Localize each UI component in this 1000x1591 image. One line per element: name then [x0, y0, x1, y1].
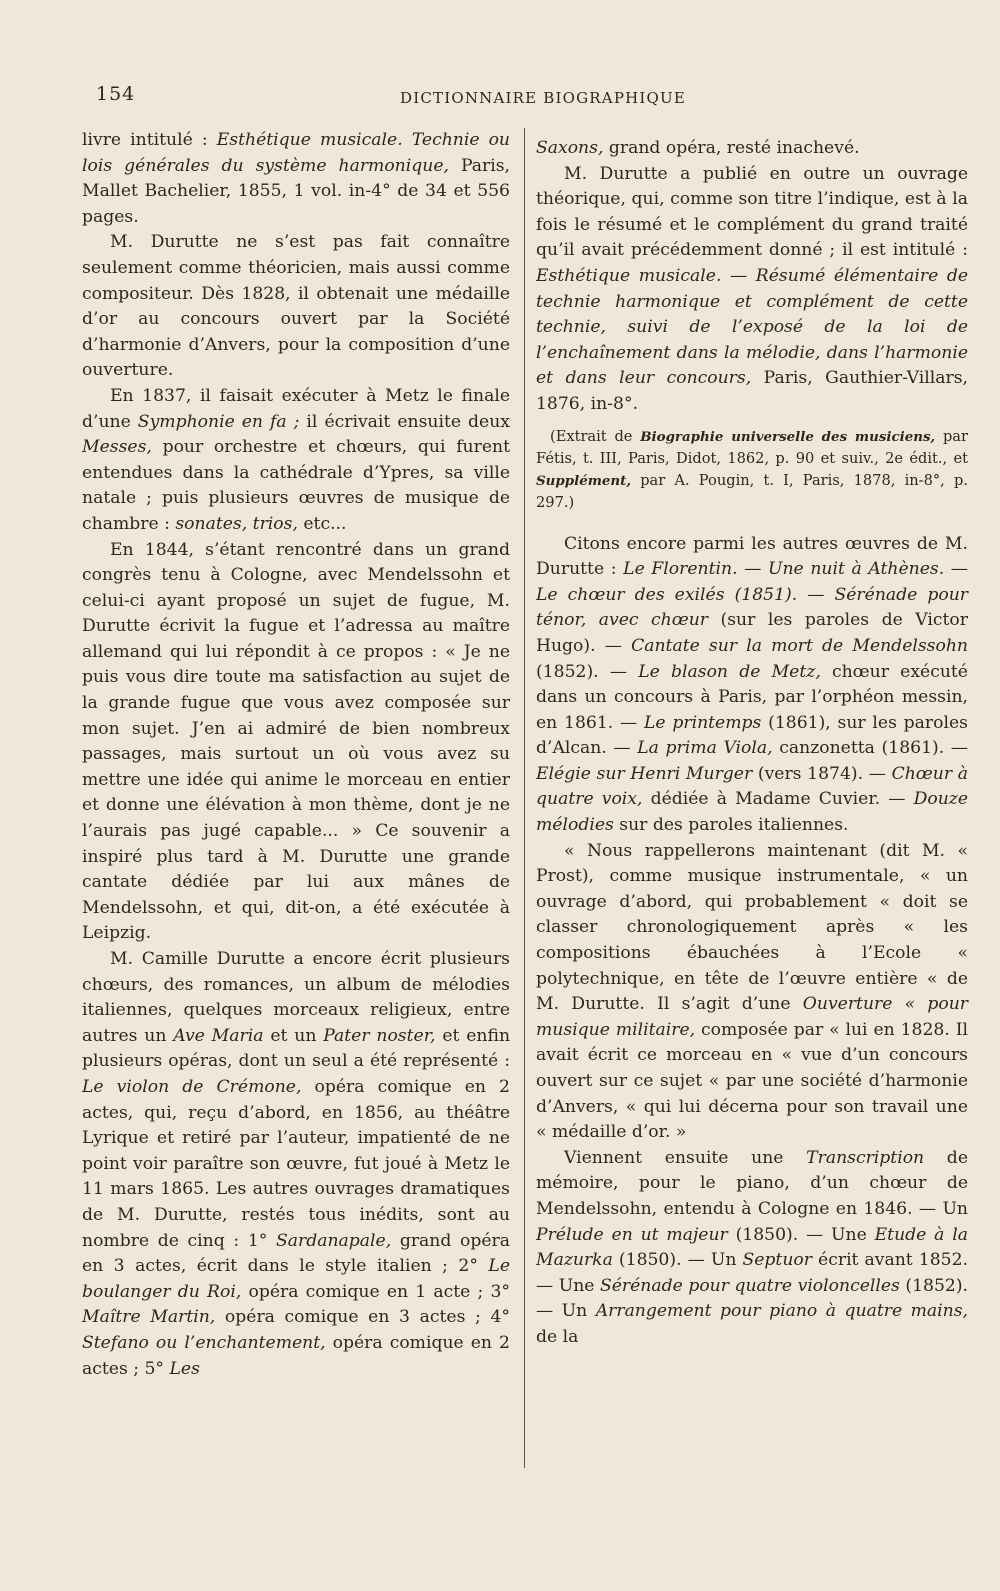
text-run: (1850). — Un [612, 1250, 743, 1271]
text-run: Paris, Gauthier-Villars, 1876, in-8°. [536, 368, 968, 414]
text-run: livre intitulé : [82, 130, 217, 150]
text-run: « Nous rappellerons maintenant (dit M. « Prost), comme musique instrumentale, « un ouvrage d’abord, qui probablement « doit se classer chronologiquement après « les compositions ébauchées à l’Ecole « polytechnique, en tête de l’œuvre entière « de M. Durutte. Il s’agit d’une [536, 840, 968, 1015]
text-run: opéra comique en 2 actes ; 5° [82, 1332, 510, 1379]
text-run: Paris, Mallet Bachelier, 1855, 1 vol. in-4° de 34 et 556 pages. [82, 155, 511, 227]
paragraph [536, 839, 968, 1146]
italic-text: Transcription [806, 1147, 925, 1168]
text-run: et enfin plusieurs opéras, dont un seul a été représenté : [82, 1025, 511, 1072]
italic-text: Elégie sur Henri Murger [536, 763, 753, 784]
text-run: En 1844, s’étant rencontré dans un grand congrès tenu à Cologne, avec Mendelssohn et celui-ci ayant proposé un sujet de fugue, M. Durutte écrivit la fugue et l’adressa au maître allemand qui lui répondit à ce propos : « Je ne puis vous dire toute ma satisfaction au sujet de la grande fugue que vous avez composée sur mon sujet. J’en ai admiré de bien nombreux passages, mais surtout un où vous avez su mettre une idée qui anime le morceau en entier et donne une élévation à mon thème, dont je ne l’aurais pas jugé capable... » Ce souvenir a inspiré plus tard à M. Durutte une grande cantate dédiée par lui aux mânes de Mendelssohn, et qui, dit-on, a été exécutée à Leipzig. [82, 539, 510, 944]
italic-text: Biographie universelle des musiciens, [640, 428, 936, 445]
text-run: de la [536, 1326, 579, 1347]
italic-text: Sardanapale, [276, 1230, 392, 1251]
text-run: (vers 1874). — [752, 763, 892, 784]
italic-text: Sérénade pour ténor, avec chœur [536, 584, 968, 631]
italic-text: Résumé élémentaire de technie harmonique et complément de cette technie, suivi de l’exposé de la loi de l’enchaînement dans la mélodie, dans l’harmonie et dans leur concours, [536, 265, 968, 389]
running-title: DICTIONNAIRE BIOGRAPHIQUE [400, 89, 687, 107]
text-run: M. Camille Durutte a encore écrit plusieurs chœurs, des romances, un album de mélodies italiennes, quelques morceaux religieux, entre autres un [82, 949, 510, 1046]
text-run: opéra comique en 3 actes ; 4° [215, 1307, 510, 1328]
italic-text: Douze mélodies [536, 789, 968, 836]
right-column-bottom [536, 532, 968, 1351]
text-run: et un [263, 1025, 324, 1046]
italic-text: Symphonie en fa ; [137, 411, 300, 432]
text-run: — [721, 265, 756, 286]
text-run: Viennent ensuite une [564, 1147, 807, 1168]
italic-text: Ave Maria [173, 1025, 264, 1046]
italic-text: Septuor [742, 1250, 812, 1271]
italic-text: Supplément, [536, 472, 632, 489]
italic-text: Le violon de Crémone, [82, 1076, 302, 1097]
text-run: (1852). — [536, 661, 639, 682]
paragraph [536, 162, 968, 418]
left-column [82, 128, 510, 1382]
italic-text: Le chœur des exilés (1851). [536, 584, 798, 605]
italic-text: Esthétique musicale. [536, 265, 722, 286]
italic-text: Les [169, 1358, 200, 1379]
paragraph [82, 947, 510, 1382]
italic-text: Maître Martin, [82, 1307, 216, 1328]
paragraph [536, 1146, 968, 1351]
text-run: (Extrait de [550, 427, 641, 445]
text-run: composée par « lui en 1828. Il avait écrit ce morceau en « vue d’un concours ouvert sur ce sujet « par une société d’harmonie d’Anvers, « qui lui décerna pour son travail une « médaille d’or. » [536, 1019, 968, 1143]
text-run: etc... [297, 513, 347, 534]
italic-text: Stefano ou l’enchantement, [82, 1332, 326, 1353]
text-run: pour orchestre et chœurs, qui furent entendues dans la cathédrale d’Ypres, sa ville natale ; puis plusieurs œuvres de musique de chambre : [82, 437, 510, 534]
italic-text: Saxons, [536, 138, 604, 158]
italic-text: La prima Viola, [637, 738, 773, 759]
paragraph [82, 384, 510, 538]
text-run: (sur les paroles de Victor Hugo). — [536, 610, 968, 656]
text-run: Citons encore parmi les autres œuvres de M. Durutte : [536, 533, 968, 580]
text-run: opéra comique en 2 actes, qui, reçu d’abord, en 1856, au théâtre Lyrique et retiré par l’auteur, impatienté de ne point voir paraître son œuvre, fut joué à Metz le 11 mars 1865. Les autres ouvrages dramatiques de M. Durutte, restés tous inédits, sont au nombre de cinq : 1° [82, 1076, 510, 1251]
text-run: — [737, 559, 768, 580]
text-run: grand opéra en 3 actes, écrit dans le style italien ; 2° [82, 1230, 510, 1277]
italic-text: Ouverture « pour musique militaire, [536, 994, 969, 1040]
italic-text: Sérénade pour quatre violoncelles [599, 1275, 900, 1296]
italic-text: Messes, [82, 437, 152, 458]
text-run: il écrivait ensuite deux [299, 411, 510, 432]
text-run: En 1837, il faisait exécuter à Metz le finale d’une [82, 385, 510, 432]
italic-text: Pater noster, [323, 1025, 436, 1046]
italic-text: Etude à la Mazurka [536, 1224, 968, 1271]
text-run: M. Durutte a publié en outre un ouvrage théorique, qui, comme son titre l’indique, est à la fois le résumé et le complément du grand traité qu’il avait précédemment donné ; il est intitulé : [536, 163, 968, 261]
paragraph [82, 128, 510, 230]
italic-text: Le printemps [643, 712, 762, 733]
text-run: écrit avant 1852. — Une [536, 1250, 968, 1296]
italic-text: Le blason de Metz, [638, 661, 821, 682]
text-run: sur des paroles italiennes. [613, 815, 849, 836]
text-run: (1850). — Une [727, 1224, 875, 1245]
italic-text: sonates, trios, [175, 513, 298, 534]
right-column-top [536, 136, 968, 418]
text-run: — [944, 559, 968, 580]
paragraph [82, 230, 510, 384]
paragraph [82, 538, 510, 948]
page-number: 154 [96, 83, 136, 105]
text-run: opéra comique en 1 acte ; 3° [241, 1281, 510, 1302]
italic-text: Arrangement pour piano à quatre mains, [595, 1301, 968, 1322]
italic-text: Cantate sur la mort de Mendelssohn [631, 635, 968, 656]
right-column [536, 136, 968, 1351]
source-note [536, 426, 968, 514]
paragraph [536, 532, 968, 839]
text-run: dédiée à Madame Cuvier. — [642, 789, 914, 810]
italic-text: Le boulanger du Roi, [82, 1256, 510, 1302]
italic-text: Chœur à quatre voix, [536, 763, 968, 810]
paragraph [536, 136, 968, 162]
text-run: (1861), sur les paroles d’Alcan. — [536, 712, 968, 759]
text-run: chœur exécuté dans un concours à Paris, par l’orphéon messin, en 1861. — [536, 661, 968, 733]
italic-text: Le Florentin. [623, 559, 738, 580]
text-run: M. Durutte ne s’est pas fait connaître seulement comme théoricien, mais aussi comme compositeur. Dès 1828, il obtenait une médaille d’or au concours ouvert par la Société d’harmonie d’Anvers, pour la composition d’une ouverture. [82, 232, 510, 381]
italic-text: Une nuit à Athènes. [767, 559, 945, 580]
text-run: par Fétis, t. III, Paris, Didot, 1862, p. 90 et suiv., 2e édit., et [536, 427, 968, 467]
italic-text: Esthétique musicale. Technie ou lois générales du système harmonique, [82, 130, 510, 176]
text-run: par A. Pougin, t. I, Paris, 1878, in-8°, p. 297.) [536, 471, 968, 511]
text-run: grand opéra, resté inachevé. [603, 138, 860, 158]
text-run: de mémoire, pour le piano, d’un chœur de Mendelssohn, entendu à Cologne en 1846. — Un [536, 1147, 968, 1219]
text-run: — [797, 584, 835, 605]
text-run: (1852). — Un [536, 1275, 968, 1322]
italic-text: Prélude en ut majeur [536, 1224, 728, 1245]
column-divider [524, 128, 525, 1468]
text-run: canzonetta (1861). — [772, 738, 968, 759]
